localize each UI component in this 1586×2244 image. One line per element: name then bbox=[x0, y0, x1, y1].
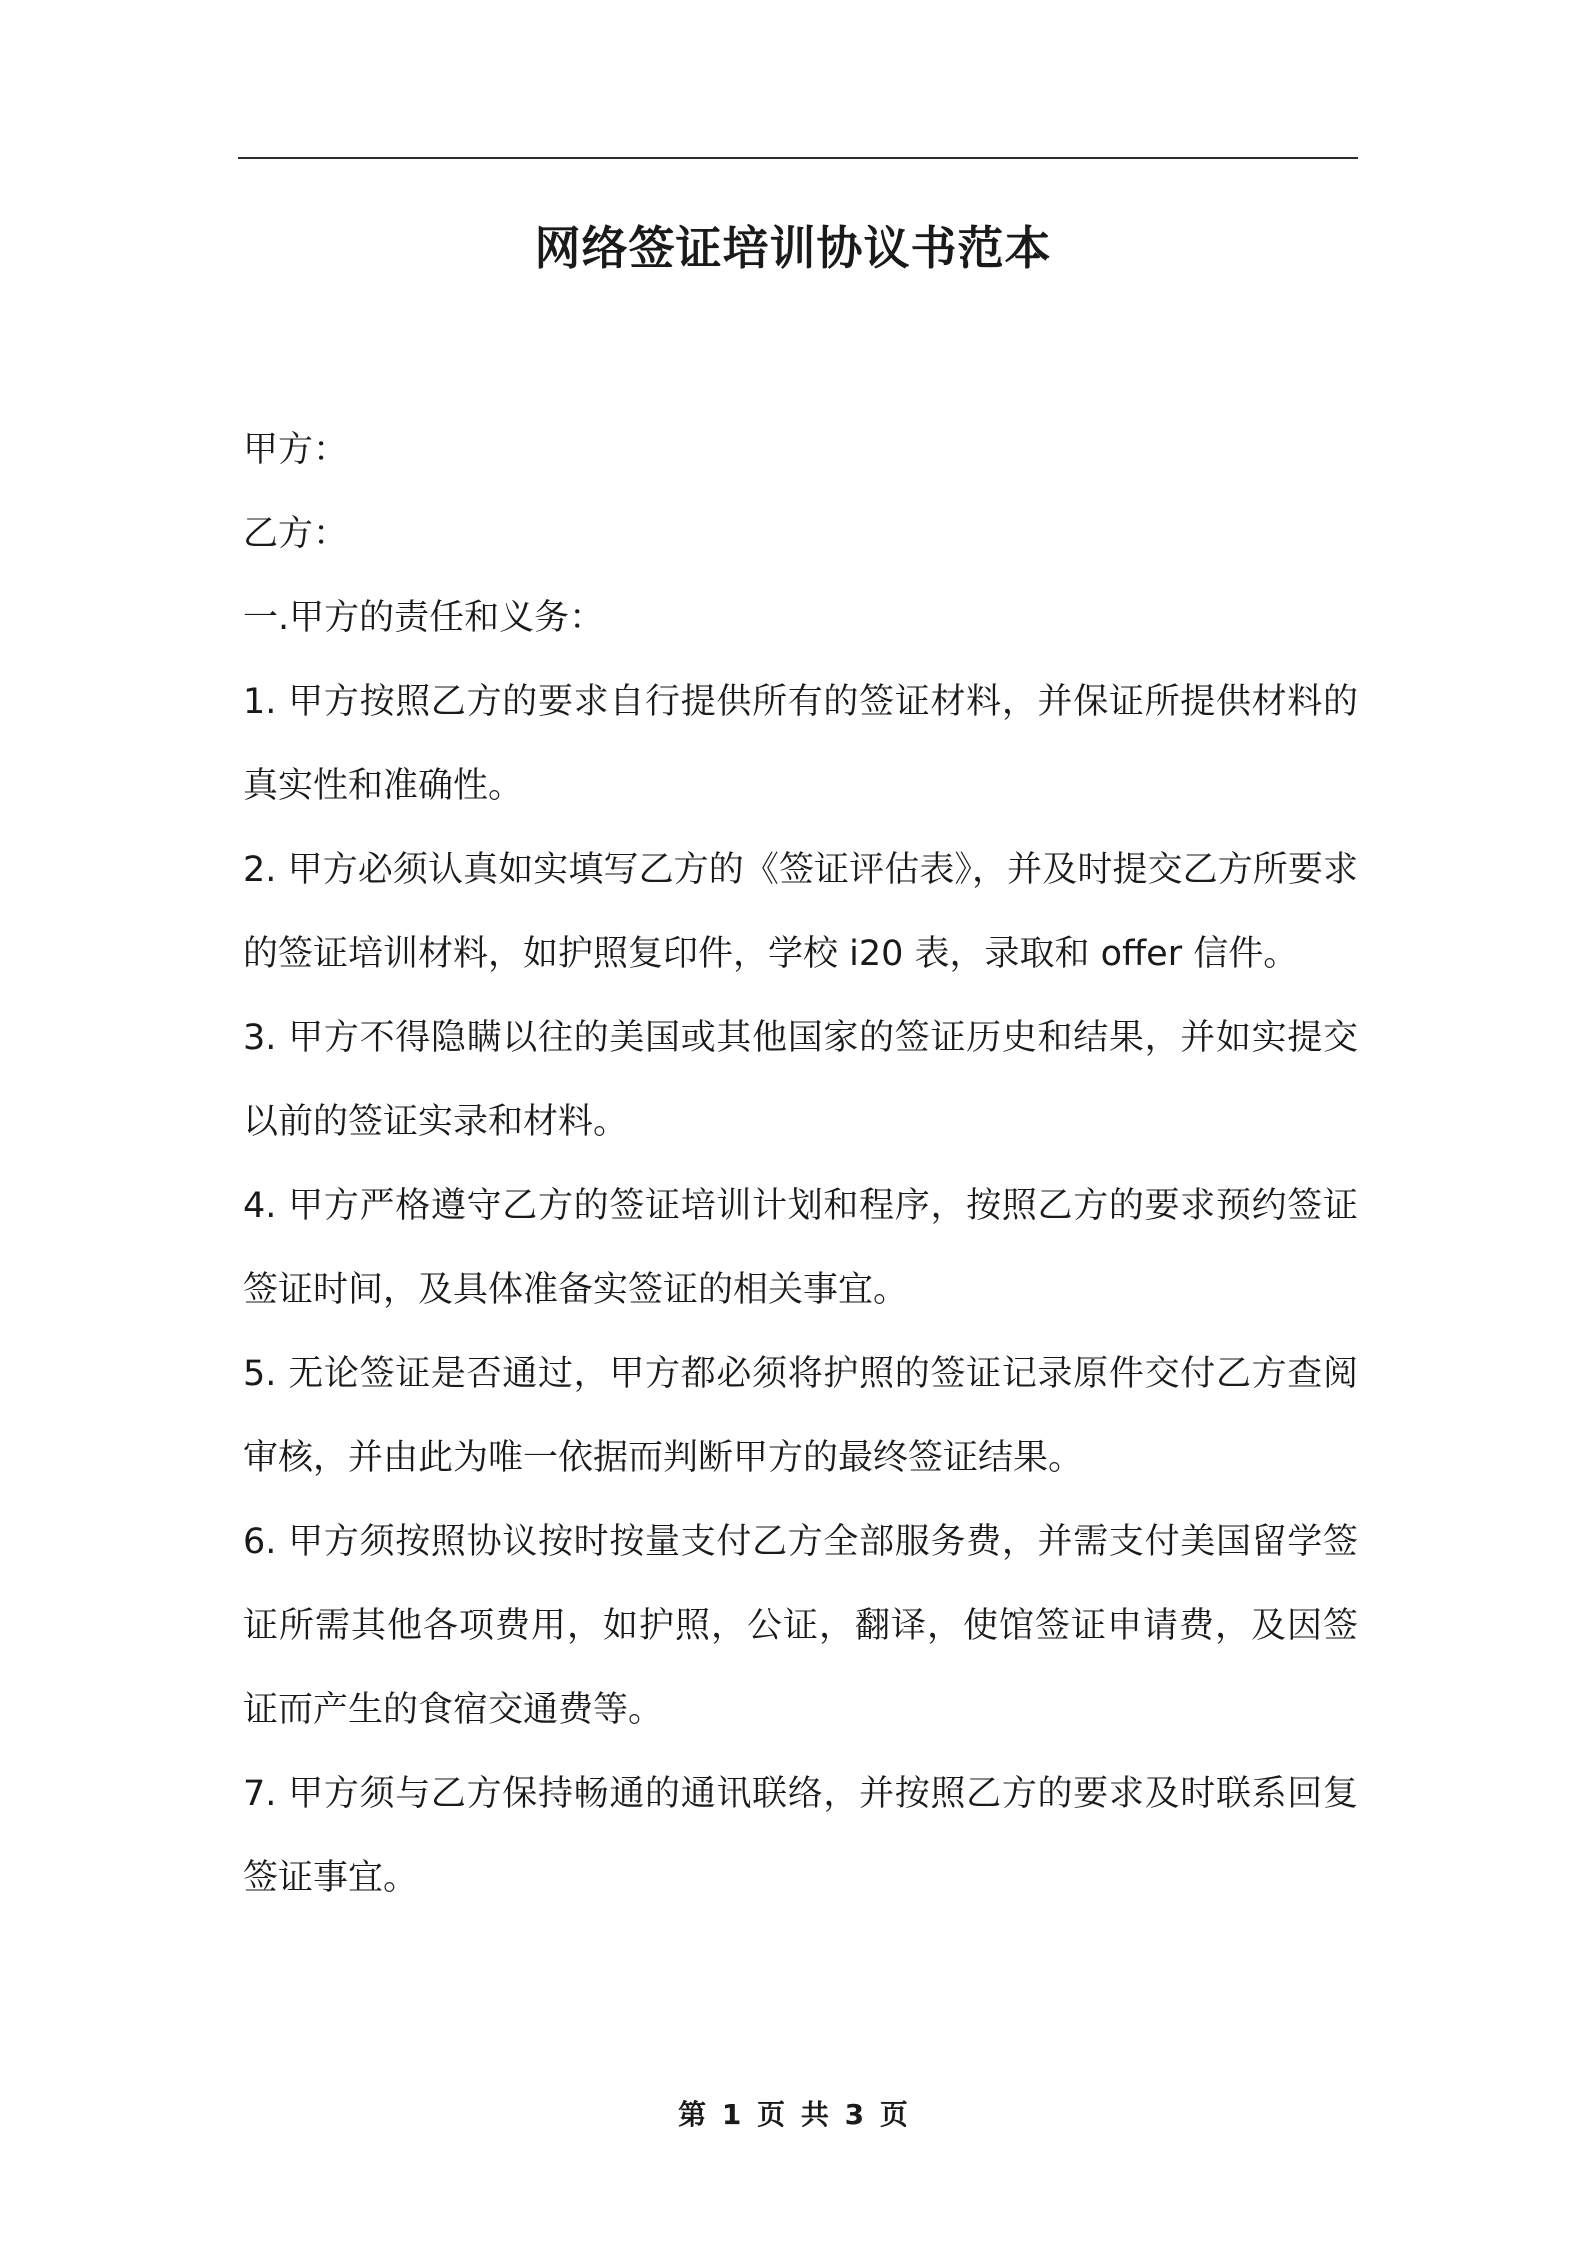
header-rule bbox=[238, 157, 1358, 159]
page-number: 第 1 页 共 3 页 bbox=[678, 2098, 908, 2131]
clause-2: 2. 甲方必须认真如实填写乙方的《签证评估表》，并及时提交乙方所要求的签证培训材料，如护照复印件，学校 i20 表，录取和 offer 信件。 bbox=[243, 850, 1358, 974]
party-a-line: 甲方： bbox=[243, 430, 349, 470]
clause-7: 7. 甲方须与乙方保持畅通的通讯联络，并按照乙方的要求及时联系回复签证事宜。 bbox=[243, 1774, 1358, 1898]
clause-4: 4. 甲方严格遵守乙方的签证培训计划和程序，按照乙方的要求预约签证签证时间，及具体准备实签证的相关事宜。 bbox=[243, 1186, 1358, 1310]
clause-3: 3. 甲方不得隐瞒以往的美国或其他国家的签证历史和结果，并如实提交以前的签证实录和材料。 bbox=[243, 1018, 1358, 1142]
document-title: 网络签证培训协议书范本 bbox=[534, 221, 1052, 275]
clause-1: 1. 甲方按照乙方的要求自行提供所有的签证材料，并保证所提供材料的真实性和准确性。 bbox=[243, 682, 1358, 806]
party-b-line: 乙方： bbox=[243, 514, 349, 554]
document-body bbox=[243, 408, 1358, 1920]
section-heading: 一.甲方的责任和义务： bbox=[243, 598, 605, 638]
clause-5: 5. 无论签证是否通过，甲方都必须将护照的签证记录原件交付乙方查阅审核，并由此为唯一依据而判断甲方的最终签证结果。 bbox=[243, 1354, 1358, 1478]
clause-6: 6. 甲方须按照协议按时按量支付乙方全部服务费，并需支付美国留学签证所需其他各项费用，如护照，公证，翻译，使馆签证申请费，及因签证而产生的食宿交通费等。 bbox=[243, 1522, 1358, 1730]
